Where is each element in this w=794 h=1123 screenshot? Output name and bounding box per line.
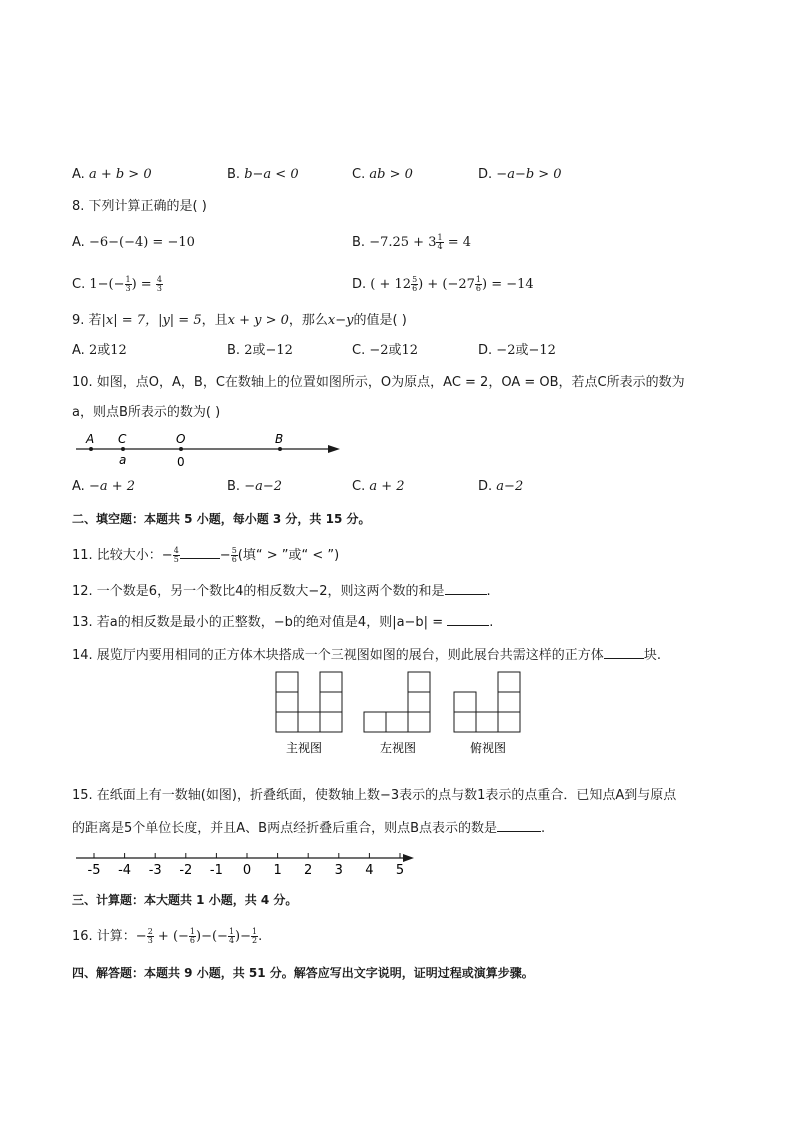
option-expr: −a−2 xyxy=(244,479,283,494)
option-expr: −2或12 xyxy=(369,343,419,358)
text-part: − xyxy=(219,548,231,563)
tick-label: 3 xyxy=(334,863,343,878)
option-expr: a−2 xyxy=(496,479,524,494)
front-view xyxy=(276,672,342,732)
option-label: D. xyxy=(352,277,367,292)
option-expr: −2或−12 xyxy=(496,343,556,358)
frac-num: 2 xyxy=(147,927,153,936)
q9-option-b xyxy=(227,342,293,360)
fraction xyxy=(147,928,154,945)
text-part: 的值是( ) xyxy=(353,313,407,328)
frac-num: 1 xyxy=(252,927,258,936)
tick-label: 4 xyxy=(365,863,374,878)
answer-blank[interactable] xyxy=(604,646,644,659)
text-part: (填“ > ”或“ < ”) xyxy=(237,548,340,563)
expr-part: = 4 xyxy=(443,235,472,250)
answer-blank[interactable] xyxy=(445,582,487,595)
frac-den: 5 xyxy=(173,555,179,564)
point-b xyxy=(278,447,282,451)
fraction xyxy=(173,547,180,564)
frac-num: 1 xyxy=(125,275,131,284)
point-c xyxy=(121,447,125,451)
option-expr: 2或−12 xyxy=(244,343,293,358)
frac-den: 6 xyxy=(412,284,418,293)
fraction xyxy=(156,276,163,293)
label-o-value: 0 xyxy=(177,455,185,469)
option-label: A. xyxy=(72,235,85,250)
frac-den: 3 xyxy=(156,284,162,293)
label-o: O xyxy=(176,432,186,446)
expr-part: )−(− xyxy=(196,929,228,944)
fraction xyxy=(228,928,235,945)
expr-part: ( + 12 xyxy=(370,277,412,292)
text-part: . xyxy=(541,821,546,836)
option-label: D. xyxy=(478,343,493,358)
option-label: A. xyxy=(72,479,85,494)
option-expr: 2或12 xyxy=(88,343,127,358)
frac-num: 5 xyxy=(231,546,237,555)
q16 xyxy=(72,928,262,946)
frac-den: 3 xyxy=(125,284,131,293)
frac-den: 4 xyxy=(437,242,443,251)
q14-three-views-figure xyxy=(270,668,530,760)
q8-option-c xyxy=(72,276,163,294)
frac-den: 4 xyxy=(228,936,235,945)
expr-part: ) + (−27 xyxy=(418,277,475,292)
option-expr: ab > 0 xyxy=(369,167,413,182)
text-part: 的距离是5个单位长度，并且A、B两点经折叠后重合，则点B点表示的数是 xyxy=(72,821,498,836)
section-2-heading: 二、填空题：本题共 5 小题，每小题 3 分，共 15 分。 xyxy=(72,512,371,526)
answer-blank[interactable] xyxy=(497,819,541,832)
answer-blank[interactable] xyxy=(447,613,489,626)
text-part: ，且 xyxy=(201,313,228,328)
math-part: x + y > 0 xyxy=(227,313,289,328)
option-expr: −a−b > 0 xyxy=(496,167,562,182)
q9-option-a xyxy=(72,342,127,360)
q15-line2 xyxy=(72,819,545,838)
q9-option-d xyxy=(478,342,556,360)
text-part: 12. 一个数是6，另一个数比4的相反数大−2，则这两个数的和是 xyxy=(72,584,445,599)
q10-stem-line2: a，则点B所表示的数为( ) xyxy=(72,405,221,420)
text-part: 块. xyxy=(643,648,661,663)
option-label: B. xyxy=(227,167,241,182)
fraction xyxy=(125,276,132,293)
label-a: A xyxy=(86,432,95,446)
text-part: ，那么 xyxy=(288,313,328,328)
label-b: B xyxy=(275,432,284,446)
section-3-heading: 三、计算题：本大题共 1 小题，共 4 分。 xyxy=(72,893,298,907)
option-label: B. xyxy=(352,235,366,250)
tick-label: 5 xyxy=(395,863,405,878)
option-expr: −6−(−4) = −10 xyxy=(88,235,195,250)
q13 xyxy=(72,613,493,632)
frac-num: 1 xyxy=(228,927,235,936)
option-label: D. xyxy=(478,167,493,182)
fraction xyxy=(231,547,238,564)
q9-stem xyxy=(72,312,407,330)
text-part: 16. 计算：− xyxy=(72,929,147,944)
tick-label: -3 xyxy=(148,863,162,878)
tick-label: 0 xyxy=(242,863,252,878)
frac-num: 4 xyxy=(156,275,162,284)
q10-option-b xyxy=(227,478,282,496)
frac-num: 4 xyxy=(173,546,179,555)
q8-stem: 8. 下列计算正确的是( ) xyxy=(72,199,207,214)
q10-option-a xyxy=(72,478,135,496)
option-label: A. xyxy=(72,167,85,182)
axis-arrow xyxy=(328,445,340,453)
option-label: B. xyxy=(227,479,241,494)
q14 xyxy=(72,646,661,665)
fraction xyxy=(475,276,482,293)
text-part: . xyxy=(489,615,494,630)
option-label: D. xyxy=(478,479,493,494)
frac-den: 6 xyxy=(475,284,482,293)
frac-num: 1 xyxy=(475,275,482,284)
q7-option-d xyxy=(478,166,562,184)
option-label: C. xyxy=(72,277,86,292)
option-label: B. xyxy=(227,343,241,358)
q11 xyxy=(72,546,339,565)
frac-den: 6 xyxy=(231,555,237,564)
frac-num: 1 xyxy=(437,233,443,242)
tick-label: -2 xyxy=(179,863,193,878)
caption-front-view: 主视图 xyxy=(286,741,323,755)
expr-part: )− xyxy=(235,929,252,944)
top-view xyxy=(454,672,520,732)
tick-label: -1 xyxy=(209,863,223,878)
expr-part: ) = −14 xyxy=(482,277,534,292)
text-part: . xyxy=(258,929,263,944)
q10-option-d xyxy=(478,478,523,496)
option-expr: b−a < 0 xyxy=(244,167,299,182)
option-expr: a + b > 0 xyxy=(88,167,152,182)
expr-part: −7.25 + 3 xyxy=(369,235,437,250)
q9-option-c xyxy=(352,342,418,360)
option-label: C. xyxy=(352,479,366,494)
section-4-heading: 四、解答题：本题共 9 小题，共 51 分。解答应写出文字说明，证明过程或演算步骤。 xyxy=(72,966,534,980)
frac-num: 1 xyxy=(189,927,196,936)
text-part: . xyxy=(486,584,491,599)
frac-num: 5 xyxy=(412,275,418,284)
expr-part: 1−(− xyxy=(89,277,125,292)
q7-option-a xyxy=(72,166,152,184)
tick-label: -5 xyxy=(87,863,101,878)
q10-stem-line1: 10. 如图，点O，A，B，C在数轴上的位置如图所示，O为原点，AC = 2，OA = OB，若点C所表示的数为 xyxy=(72,375,685,390)
q7-option-b xyxy=(227,166,299,184)
caption-left-view: 左视图 xyxy=(380,741,417,755)
tick-label: -4 xyxy=(118,863,132,878)
point-a xyxy=(89,447,93,451)
option-expr: a + 2 xyxy=(369,479,405,494)
q7-option-c xyxy=(352,166,413,184)
math-part: |x| = 7，|y| = 5 xyxy=(101,313,202,328)
expr-part: + (− xyxy=(153,929,189,944)
tick-label: 2 xyxy=(304,863,313,878)
q8-option-a xyxy=(72,234,195,252)
q10-option-c xyxy=(352,478,405,496)
frac-den: 6 xyxy=(189,936,196,945)
answer-blank[interactable] xyxy=(180,546,220,559)
frac-den: 2 xyxy=(252,936,258,945)
q12 xyxy=(72,582,491,601)
fraction xyxy=(436,234,443,251)
q8-option-d xyxy=(352,276,534,294)
point-o xyxy=(179,447,183,451)
math-part: x−y xyxy=(327,313,354,328)
expr-part: ) = xyxy=(131,277,156,292)
option-label: C. xyxy=(352,343,366,358)
fraction xyxy=(189,928,196,945)
q8-option-b xyxy=(352,234,471,252)
option-label: C. xyxy=(352,167,366,182)
label-c: C xyxy=(118,432,127,446)
text-part: 14. 展览厅内要用相同的正方体木块搭成一个三视图如图的展台，则此展台共需这样的正方体 xyxy=(72,648,604,663)
option-expr: −a + 2 xyxy=(88,479,136,494)
left-view xyxy=(364,672,430,732)
q15-number-line xyxy=(72,846,422,878)
text-part: 11. 比较大小：− xyxy=(72,548,173,563)
q15-line1: 15. 在纸面上有一数轴(如图)，折叠纸面，使数轴上数−3表示的点与数1表示的点重合．已知点A到与原点 xyxy=(72,788,677,803)
text-part: 9. 若 xyxy=(72,313,102,328)
tick-label: 1 xyxy=(273,863,282,878)
text-part: 13. 若a的相反数是最小的正整数，−b的绝对值是4，则|a−b| = xyxy=(72,615,448,630)
frac-den: 3 xyxy=(147,936,153,945)
tick-group xyxy=(88,853,405,878)
axis-arrow xyxy=(403,854,414,862)
option-label: A. xyxy=(72,343,85,358)
caption-top-view: 俯视图 xyxy=(470,741,507,755)
q10-number-line xyxy=(72,428,352,472)
label-c-value: a xyxy=(119,453,127,467)
